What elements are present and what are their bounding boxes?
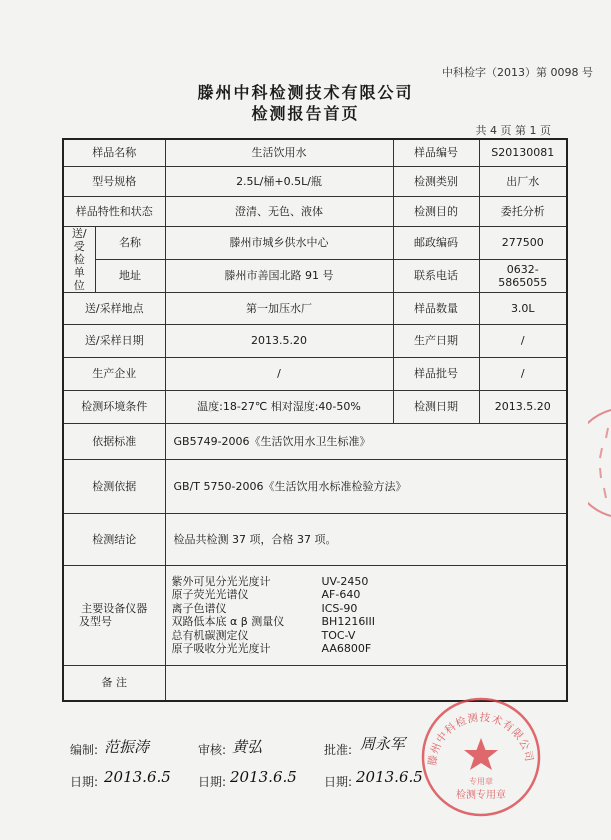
unit-label-line: 送/受 [71,226,87,253]
sample-no-value: S20130081 [479,139,567,166]
company-title: 滕州中科检测技术有限公司 [197,83,414,102]
row-equipment [63,565,567,665]
equipment-item: 总有机碳测定仪 TOC-V [171,628,356,642]
unit-label-line: 单 [73,265,85,279]
sample-date-value: 2013.5.20 [165,324,393,357]
model-label: 型号规格 [63,166,165,196]
address-value: 滕州市善国北路 91 号 [165,259,393,292]
sample-date-label: 送/采样日期 [63,324,165,357]
report-table [62,138,568,702]
postcode-value: 277500 [479,226,567,259]
equipment-item: 紫外可见分光光度计 UV-2450 [171,574,369,588]
row-env [63,390,567,423]
reviewer-label: 审核: [198,743,227,757]
postcode-label: 邮政编码 [393,226,479,259]
row-site [63,292,567,324]
quantity-label: 样品数量 [393,292,479,324]
quantity-value: 3.0L [479,292,567,324]
official-seal-icon [418,694,544,820]
unit-name-label: 名称 [95,226,165,259]
feature-value: 澄清、无色、液体 [165,196,393,226]
env-label: 检测环境条件 [63,390,165,423]
row-unit-address [63,259,567,292]
seal-star-icon [464,738,498,770]
equipment-label [63,565,165,665]
approver-label: 批准: [324,743,353,757]
row-standard [63,423,567,459]
batch-value: / [479,357,567,390]
test-date-label: 检测日期 [393,390,479,423]
edge-seal-icon [588,408,611,518]
unit-label-line: 检 [73,252,85,266]
row-unit-name [63,226,567,259]
feature-label: 样品特性和状态 [63,196,165,226]
producer-value: / [165,357,393,390]
row-producer [63,357,567,390]
purpose-value: 委托分析 [479,196,567,226]
row-sample-name [63,139,567,166]
batch-label: 样品批号 [393,357,479,390]
producer-label: 生产企业 [63,357,165,390]
remarks-label: 备 注 [63,665,165,701]
test-type-label: 检测类别 [393,166,479,196]
site-label: 送/采样地点 [63,292,165,324]
compiler-signature: 范振涛 [104,738,150,756]
purpose-label: 检测目的 [393,196,479,226]
row-sample-date [63,324,567,357]
seal-center-text: 检测专用章 [456,790,506,801]
address-label: 地址 [95,259,165,292]
equipment-item: 原子荧光光谱仪 AF-640 [171,588,361,601]
seal-ring-text: 滕州中科检测技术有限公司 [426,711,536,767]
test-date-value: 2013.5.20 [479,390,567,423]
row-method [63,459,567,513]
date-approver: 2013.6.5 [356,768,423,786]
date-label-compiler: 日期: [70,775,99,789]
unit-label-line: 位 [73,278,85,292]
sample-name-label: 样品名称 [63,139,165,166]
row-model [63,166,567,196]
phone-value: 0632-5865055 [479,259,567,292]
equipment-label-line: 主要设备仪器 [81,602,148,615]
equipment-item: 原子吸收分光光度计 AA6800F [171,642,372,655]
method-value: GB/T 5750-2006《生活饮用水标准检验方法》 [165,459,567,513]
equipment-item: 双路低本底 α β 测量仪 BH1216III [171,615,376,628]
page-info: 共 4 页 第 1 页 [475,124,551,137]
site-value: 第一加压水厂 [165,292,393,324]
standard-label: 依据标准 [63,423,165,459]
prod-date-label: 生产日期 [393,324,479,357]
standard-value: GB5749-2006《生活饮用水卫生标准》 [165,423,567,459]
reviewer-signature: 黄弘 [232,738,263,756]
equipment-label-line: 及型号 [79,615,112,628]
equipment-item: 离子色谱仪 ICS-90 [171,601,358,615]
sample-no-label: 样品编号 [393,139,479,166]
certificate-number: 中科检字（2013）第 0098 号 [442,66,593,79]
approver-signature: 周永军 [360,735,406,753]
equipment-list [165,565,567,665]
seal-inner-text: 专用章 [469,777,493,786]
conclusion-value: 检品共检测 37 项，合格 37 项。 [165,513,567,565]
compiler-label: 编制: [70,743,99,757]
date-reviewer: 2013.6.5 [230,768,297,786]
phone-label: 联系电话 [393,259,479,292]
unit-name-value: 滕州市城乡供水中心 [165,226,393,259]
method-label: 检测依据 [63,459,165,513]
model-value: 2.5L/桶+0.5L/瓶 [165,166,393,196]
row-conclusion [63,513,567,565]
prod-date-value: / [479,324,567,357]
date-compiler: 2013.6.5 [104,768,171,786]
date-label-approver: 日期: [324,775,353,789]
sample-name-value: 生活饮用水 [165,139,393,166]
unit-label [63,226,95,292]
env-value: 温度:18-27℃ 相对湿度:40-50% [165,390,393,423]
row-feature [63,196,567,226]
date-label-reviewer: 日期: [198,775,227,789]
test-type-value: 出厂水 [479,166,567,196]
report-title: 检测报告首页 [251,104,360,123]
conclusion-label: 检测结论 [63,513,165,565]
